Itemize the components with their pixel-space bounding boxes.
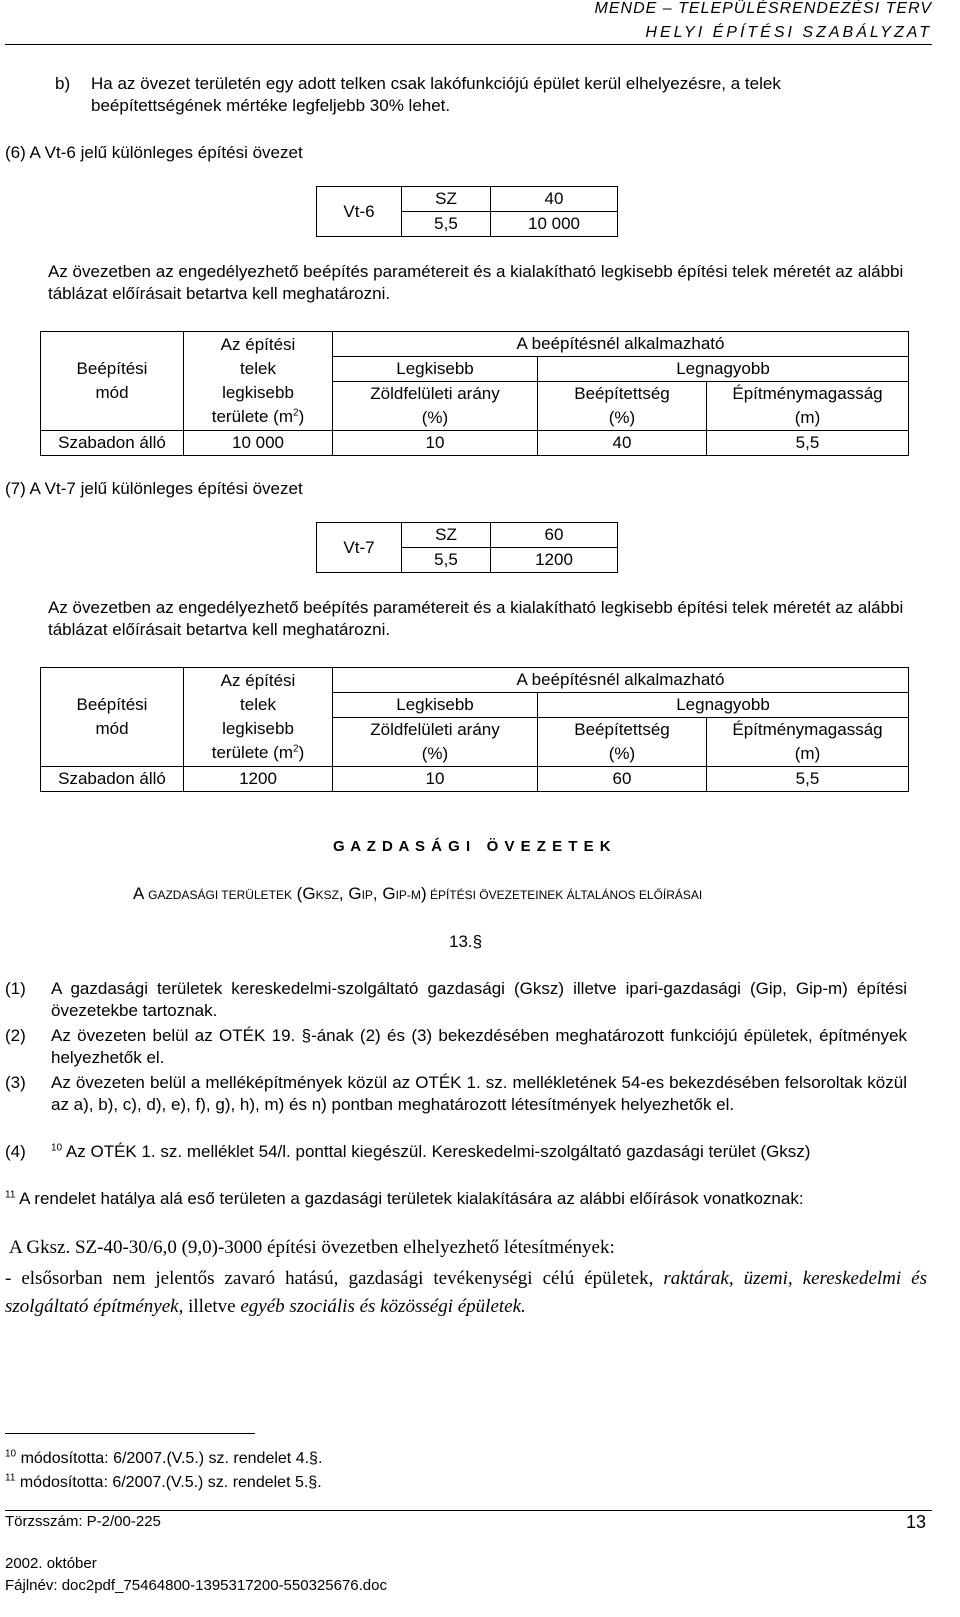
- col-built-header: Beépítettség: [538, 382, 707, 407]
- item-b-label: b): [55, 74, 71, 93]
- row-built: 40: [538, 431, 707, 456]
- col-green-unit: (%): [333, 406, 538, 431]
- header-divider: [5, 44, 932, 45]
- col-mode-header: Beépítési mód: [41, 332, 184, 431]
- zone-vt7-table: [316, 522, 618, 573]
- footnote-ref-11: 11: [5, 1189, 16, 1201]
- col-applicable-header: A beépítésnél alkalmazható: [333, 668, 909, 693]
- col-area-header: Az építési telek legkisebb területe $(m^2)$: [184, 668, 333, 767]
- zone-area: 10 000: [491, 212, 618, 237]
- section-subtitle: A GAZDASÁGI TERÜLETEK (GKSZ, GIP, GIP-M) ÉPÍTÉSI ÖVEZETEINEK ÁLTALÁNOS ELŐÍRÁSAI: [133, 884, 703, 903]
- col-height-unit: (m): [707, 406, 909, 431]
- col-height-header: Építménymagasság: [707, 382, 909, 407]
- list-item: (4) $^{10}$ Az OTÉK 1. sz. melléklet 54/l. ponttal kiegészül. Kereskedelmi-szolgáltató gazdasági terület (Gksz): [5, 1142, 811, 1161]
- col-max-header: Legnagyobb: [538, 357, 909, 382]
- col-built-unit: (%): [538, 742, 707, 767]
- footer-date: 2002. október: [5, 1555, 97, 1572]
- footer-file: Fájlnév: doc2pdf_75464800-1395317200-550325676.doc: [5, 1577, 387, 1594]
- section-7-title: (7) A Vt-7 jelű különleges építési övezet: [5, 479, 303, 498]
- gksz-text: - elsősorban nem jelentős zavaró hatású, gazdasági tevékenységi célú épületek, raktárak, üzemi, kereskedelmi és szolgáltató építmények, illetve egyéb szociális és közösségi épületek.: [5, 1268, 928, 1317]
- list-item: (3) Az övezeten belül a melléképítmények közül az OTÉK 1. sz. mellékletének 54-es bekezdésében felsoroltak közül az a), b), c), d), e), f), g), h), m) és n) pontban meghatározott létesítmények helyezhetők el.: [5, 1073, 907, 1114]
- col-built-header: Beépítettség: [538, 718, 707, 743]
- col-max-header: Legnagyobb: [538, 693, 909, 718]
- footnote-divider: [5, 1433, 255, 1434]
- col-built-unit: (%): [538, 406, 707, 431]
- section-6-title: (6) A Vt-6 jelű különleges építési övezet: [5, 143, 303, 162]
- list-item: (2) Az övezeten belül az OTÉK 19. §-ának (2) és (3) bekezdésében meghatározott funkciójú épületek, építmények helyezhetők el.: [5, 1026, 907, 1067]
- zone-area: 1200: [491, 548, 618, 573]
- row-green: 10: [333, 767, 538, 792]
- params-table-vt7: [40, 667, 909, 792]
- zone-pct: 60: [491, 523, 618, 548]
- row-area: 1200: [184, 767, 333, 792]
- zone-sz: SZ: [402, 187, 491, 212]
- row-area: 10 000: [184, 431, 333, 456]
- list-item: (1) A gazdasági területek kereskedelmi-szolgáltató gazdasági (Gksz) illetve ipari-gazdasági (Gip, Gip-m) építési övezetekbe tartoznak.: [5, 979, 907, 1020]
- zone-code: Vt-6: [317, 187, 402, 237]
- col-height-unit: (m): [707, 742, 909, 767]
- row-built: 60: [538, 767, 707, 792]
- col-height-header: Építménymagasság: [707, 718, 909, 743]
- col-mode-header: Beépítési mód: [41, 668, 184, 767]
- zone-height: 5,5: [402, 212, 491, 237]
- col-green-unit: (%): [333, 742, 538, 767]
- zone-code: Vt-7: [317, 523, 402, 573]
- zone-sz: SZ: [402, 523, 491, 548]
- row-mode: Szabadon álló: [41, 431, 184, 456]
- section-6-desc: Az övezetben az engedélyezhető beépítés paramétereit és a kialakítható legkisebb építési telek méretét az alábbi táblázat előírásait betartva kell meghatározni.: [48, 262, 904, 303]
- paragraph-number: 13.§: [449, 932, 483, 951]
- table-row: [41, 431, 909, 456]
- row-height: 5,5: [707, 431, 909, 456]
- params-table-vt6: [40, 331, 909, 456]
- row-green: 10: [333, 431, 538, 456]
- section-heading: G A Z D A S Á G I Ö V E Z E T E K: [333, 838, 612, 855]
- zone-vt6-table: [316, 186, 618, 237]
- item-b-text: Ha az övezet területén egy adott telken csak lakófunkciójú épület kerül elhelyezésre, a telek beépítettségének mértéke legfeljebb 30% lehet.: [91, 74, 781, 115]
- zone-pct: 40: [491, 187, 618, 212]
- gksz-heading: A Gksz. SZ-40-30/6,0 (9,0)-3000 építési övezetben elhelyezhető létesítmények:: [9, 1237, 615, 1258]
- header-title: MENDE – TELEPÜLÉSRENDEZÉSI TERV: [594, 0, 932, 17]
- page-number: 13: [905, 1512, 926, 1532]
- row-mode: Szabadon álló: [41, 767, 184, 792]
- zone-height: 5,5: [402, 548, 491, 573]
- footnote-11: $^{11}$ módosította: 6/2007.(V.5.) sz. rendelet 5.§.: [5, 1472, 322, 1491]
- col-applicable-header: A beépítésnél alkalmazható: [333, 332, 909, 357]
- table-row: [41, 767, 909, 792]
- col-green-header: Zöldfelületi arány: [333, 718, 538, 743]
- header-subtitle: HELYI ÉPÍTÉSI SZABÁLYZAT: [645, 24, 932, 41]
- footnote-ref-10: 10: [51, 1142, 63, 1154]
- col-area-header: Az építési telek legkisebb területe $(m^2)$: [184, 332, 333, 431]
- col-green-header: Zöldfelületi arány: [333, 382, 538, 407]
- footer-divider: [5, 1510, 932, 1511]
- note-11: $^{11}$ A rendelet hatálya alá eső területen a gazdasági területek kialakítására az alábbi előírások vonatkoznak:: [5, 1189, 804, 1208]
- footnote-10: $^{10}$ módosította: 6/2007.(V.5.) sz. rendelet 4.§.: [5, 1448, 323, 1467]
- section-7-desc: Az övezetben az engedélyezhető beépítés paramétereit és a kialakítható legkisebb építési telek méretét az alábbi táblázat előírásait betartva kell meghatározni.: [48, 598, 904, 639]
- col-min-header: Legkisebb: [333, 693, 538, 718]
- row-height: 5,5: [707, 767, 909, 792]
- col-min-header: Legkisebb: [333, 357, 538, 382]
- footer-ref: Törzsszám: P-2/00-225: [5, 1513, 161, 1530]
